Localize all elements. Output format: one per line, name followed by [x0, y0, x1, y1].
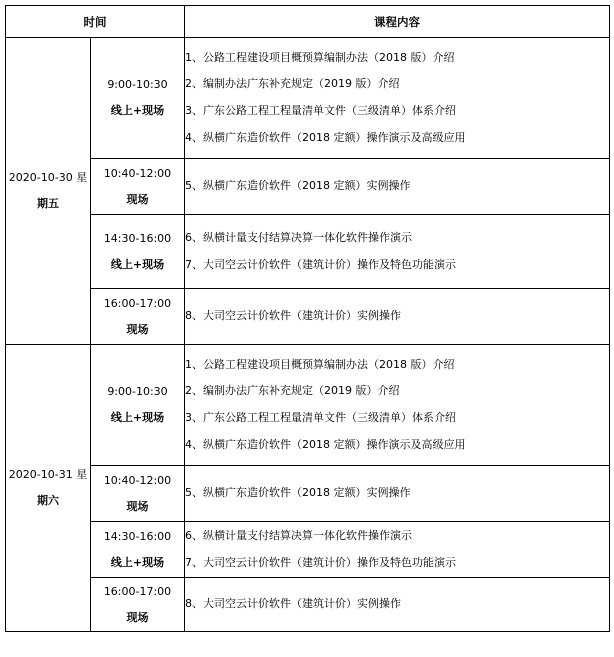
table-row: [6, 38, 610, 159]
course-item: 8、大司空云计价软件（建筑计价）实例操作: [185, 597, 401, 611]
course-item: 3、广东公路工程工程量清单文件（三级清单）体系介绍: [185, 411, 456, 424]
content-cell: [185, 38, 610, 159]
weekday-text: 期六: [37, 494, 59, 507]
content-cell: [185, 289, 610, 345]
table-row: [6, 466, 610, 522]
weekday-text: 期五: [37, 197, 59, 210]
session-mode: 线上+现场: [110, 257, 165, 271]
time-cell: [91, 345, 185, 466]
time-range: 10:40-12:00: [103, 166, 172, 180]
table-row: [6, 289, 610, 345]
course-item: 6、纵横计量支付结算决算一体化软件操作演示: [185, 230, 412, 244]
table-row: [6, 522, 610, 578]
time-range: 16:00-17:00: [103, 584, 172, 598]
time-cell: [91, 38, 185, 159]
time-cell: [91, 159, 185, 215]
schedule-table: [5, 5, 610, 632]
time-cell: [91, 289, 185, 345]
course-item: 1、公路工程建设项目概预算编制办法（2018 版）介绍: [185, 50, 455, 64]
content-cell: [185, 466, 610, 522]
time-range: 9:00-10:30: [107, 385, 168, 398]
time-range: 9:00-10:30: [107, 78, 168, 91]
time-range: 10:40-12:00: [103, 473, 172, 487]
header-content: 课程内容: [185, 6, 610, 38]
course-item: 2、编制办法广东补充规定（2019 版）介绍: [185, 77, 400, 91]
time-range: 14:30-16:00: [103, 529, 172, 543]
time-cell: [91, 215, 185, 289]
session-mode: 现场: [126, 499, 149, 513]
course-item: 2、编制办法广东补充规定（2019 版）介绍: [185, 384, 400, 398]
course-item: 7、大司空云计价软件（建筑计价）操作及特色功能演示: [185, 555, 456, 569]
session-mode: 线上+现场: [110, 104, 165, 117]
date-text: 2020-10-31 星: [8, 468, 88, 481]
session-mode: 线上+现场: [110, 555, 165, 569]
content-cell: [185, 578, 610, 632]
date-cell: [6, 345, 91, 632]
course-item: 5、纵横广东造价软件（2018 定额）实例操作: [185, 486, 411, 500]
session-mode: 现场: [126, 610, 149, 624]
content-cell: [185, 345, 610, 466]
time-cell: [91, 466, 185, 522]
course-item: 6、纵横计量支付结算决算一体化软件操作演示: [185, 528, 412, 542]
content-cell: [185, 159, 610, 215]
time-cell: [91, 522, 185, 578]
date-text: 2020-10-30 星: [8, 171, 88, 184]
session-mode: 现场: [126, 322, 149, 336]
course-item: 4、纵横广东造价软件（2018 定额）操作演示及高级应用: [185, 130, 466, 144]
table-row: [6, 215, 610, 289]
table-row: [6, 159, 610, 215]
course-item: 4、纵横广东造价软件（2018 定额）操作演示及高级应用: [185, 437, 466, 451]
table-row: [6, 578, 610, 632]
date-cell: [6, 38, 91, 345]
course-item: 5、纵横广东造价软件（2018 定额）实例操作: [185, 179, 411, 193]
time-cell: [91, 578, 185, 632]
time-range: 14:30-16:00: [103, 231, 172, 245]
course-item: 8、大司空云计价软件（建筑计价）实例操作: [185, 309, 401, 323]
time-range: 16:00-17:00: [103, 296, 172, 310]
course-item: 3、广东公路工程工程量清单文件（三级清单）体系介绍: [185, 104, 456, 117]
session-mode: 现场: [126, 192, 149, 206]
course-item: 7、大司空云计价软件（建筑计价）操作及特色功能演示: [185, 257, 456, 271]
content-cell: [185, 215, 610, 289]
header-row: [6, 6, 610, 38]
content-cell: [185, 522, 610, 578]
course-item: 1、公路工程建设项目概预算编制办法（2018 版）介绍: [185, 357, 455, 371]
table-row: [6, 345, 610, 466]
header-time: 时间: [6, 6, 185, 38]
session-mode: 线上+现场: [110, 411, 165, 424]
